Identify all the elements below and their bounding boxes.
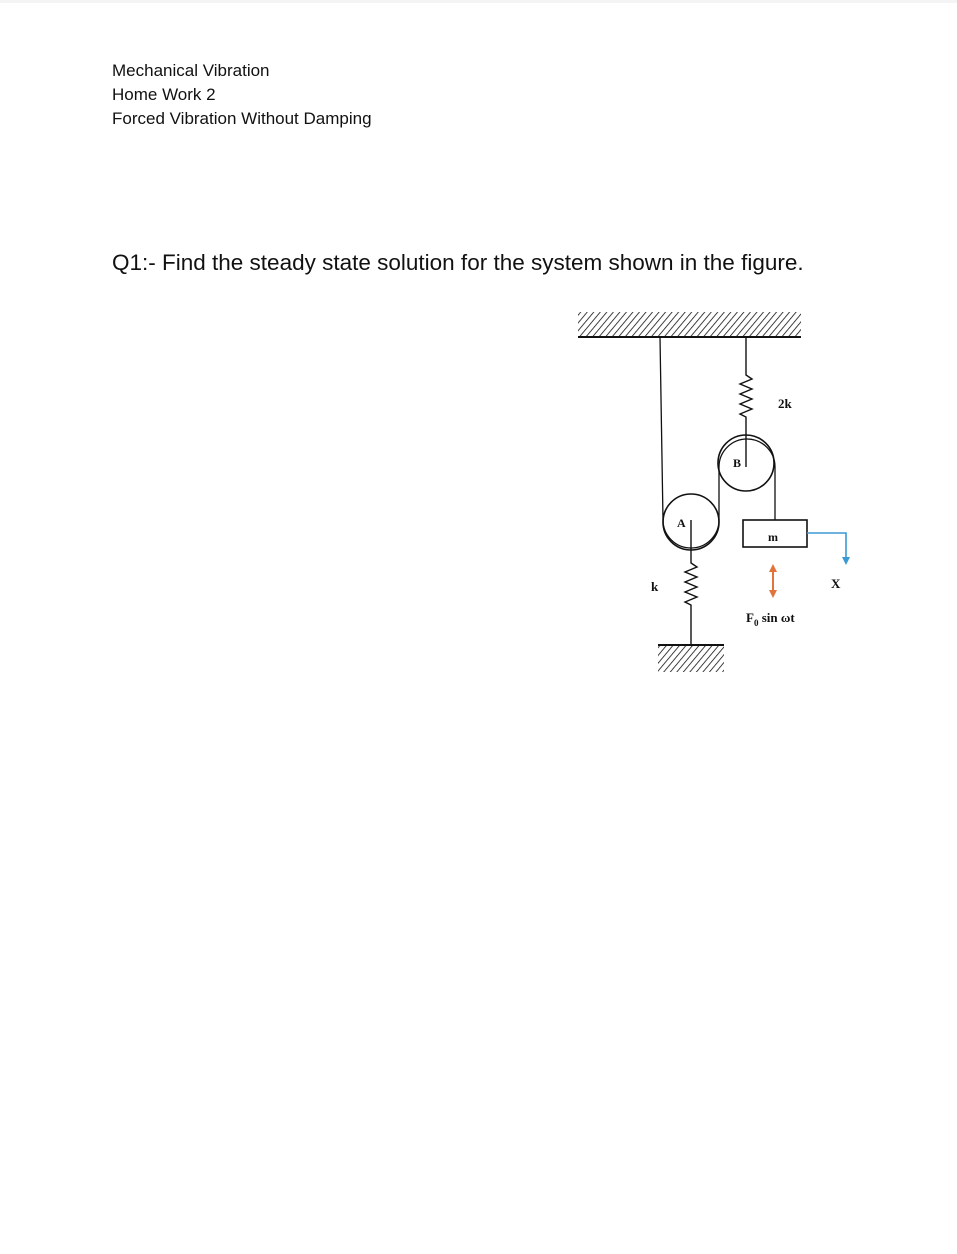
label-a: A	[677, 516, 686, 530]
displacement-arrow	[807, 533, 850, 565]
ceiling-support	[578, 312, 801, 337]
force-label-f: F	[746, 610, 754, 625]
course-title: Mechanical Vibration	[112, 61, 270, 80]
force-arrow	[769, 564, 777, 598]
homework-topic: Forced Vibration Without Damping	[112, 109, 372, 128]
question-text: Q1:- Find the steady state solution for the system shown in the figure.	[112, 250, 804, 275]
spring-k	[685, 520, 697, 645]
label-b: B	[733, 456, 742, 470]
label-mass: m	[768, 530, 778, 544]
force-label-rest: sin ωt	[758, 610, 795, 625]
label-k: k	[651, 579, 659, 594]
homework-number: Home Work 2	[112, 85, 216, 104]
force-label-subscript: 0	[753, 618, 759, 628]
label-x: X	[831, 576, 841, 591]
label-2k: 2k	[778, 396, 792, 411]
force-label	[746, 610, 795, 628]
ground-support	[658, 645, 724, 672]
spring-2k	[740, 337, 752, 467]
